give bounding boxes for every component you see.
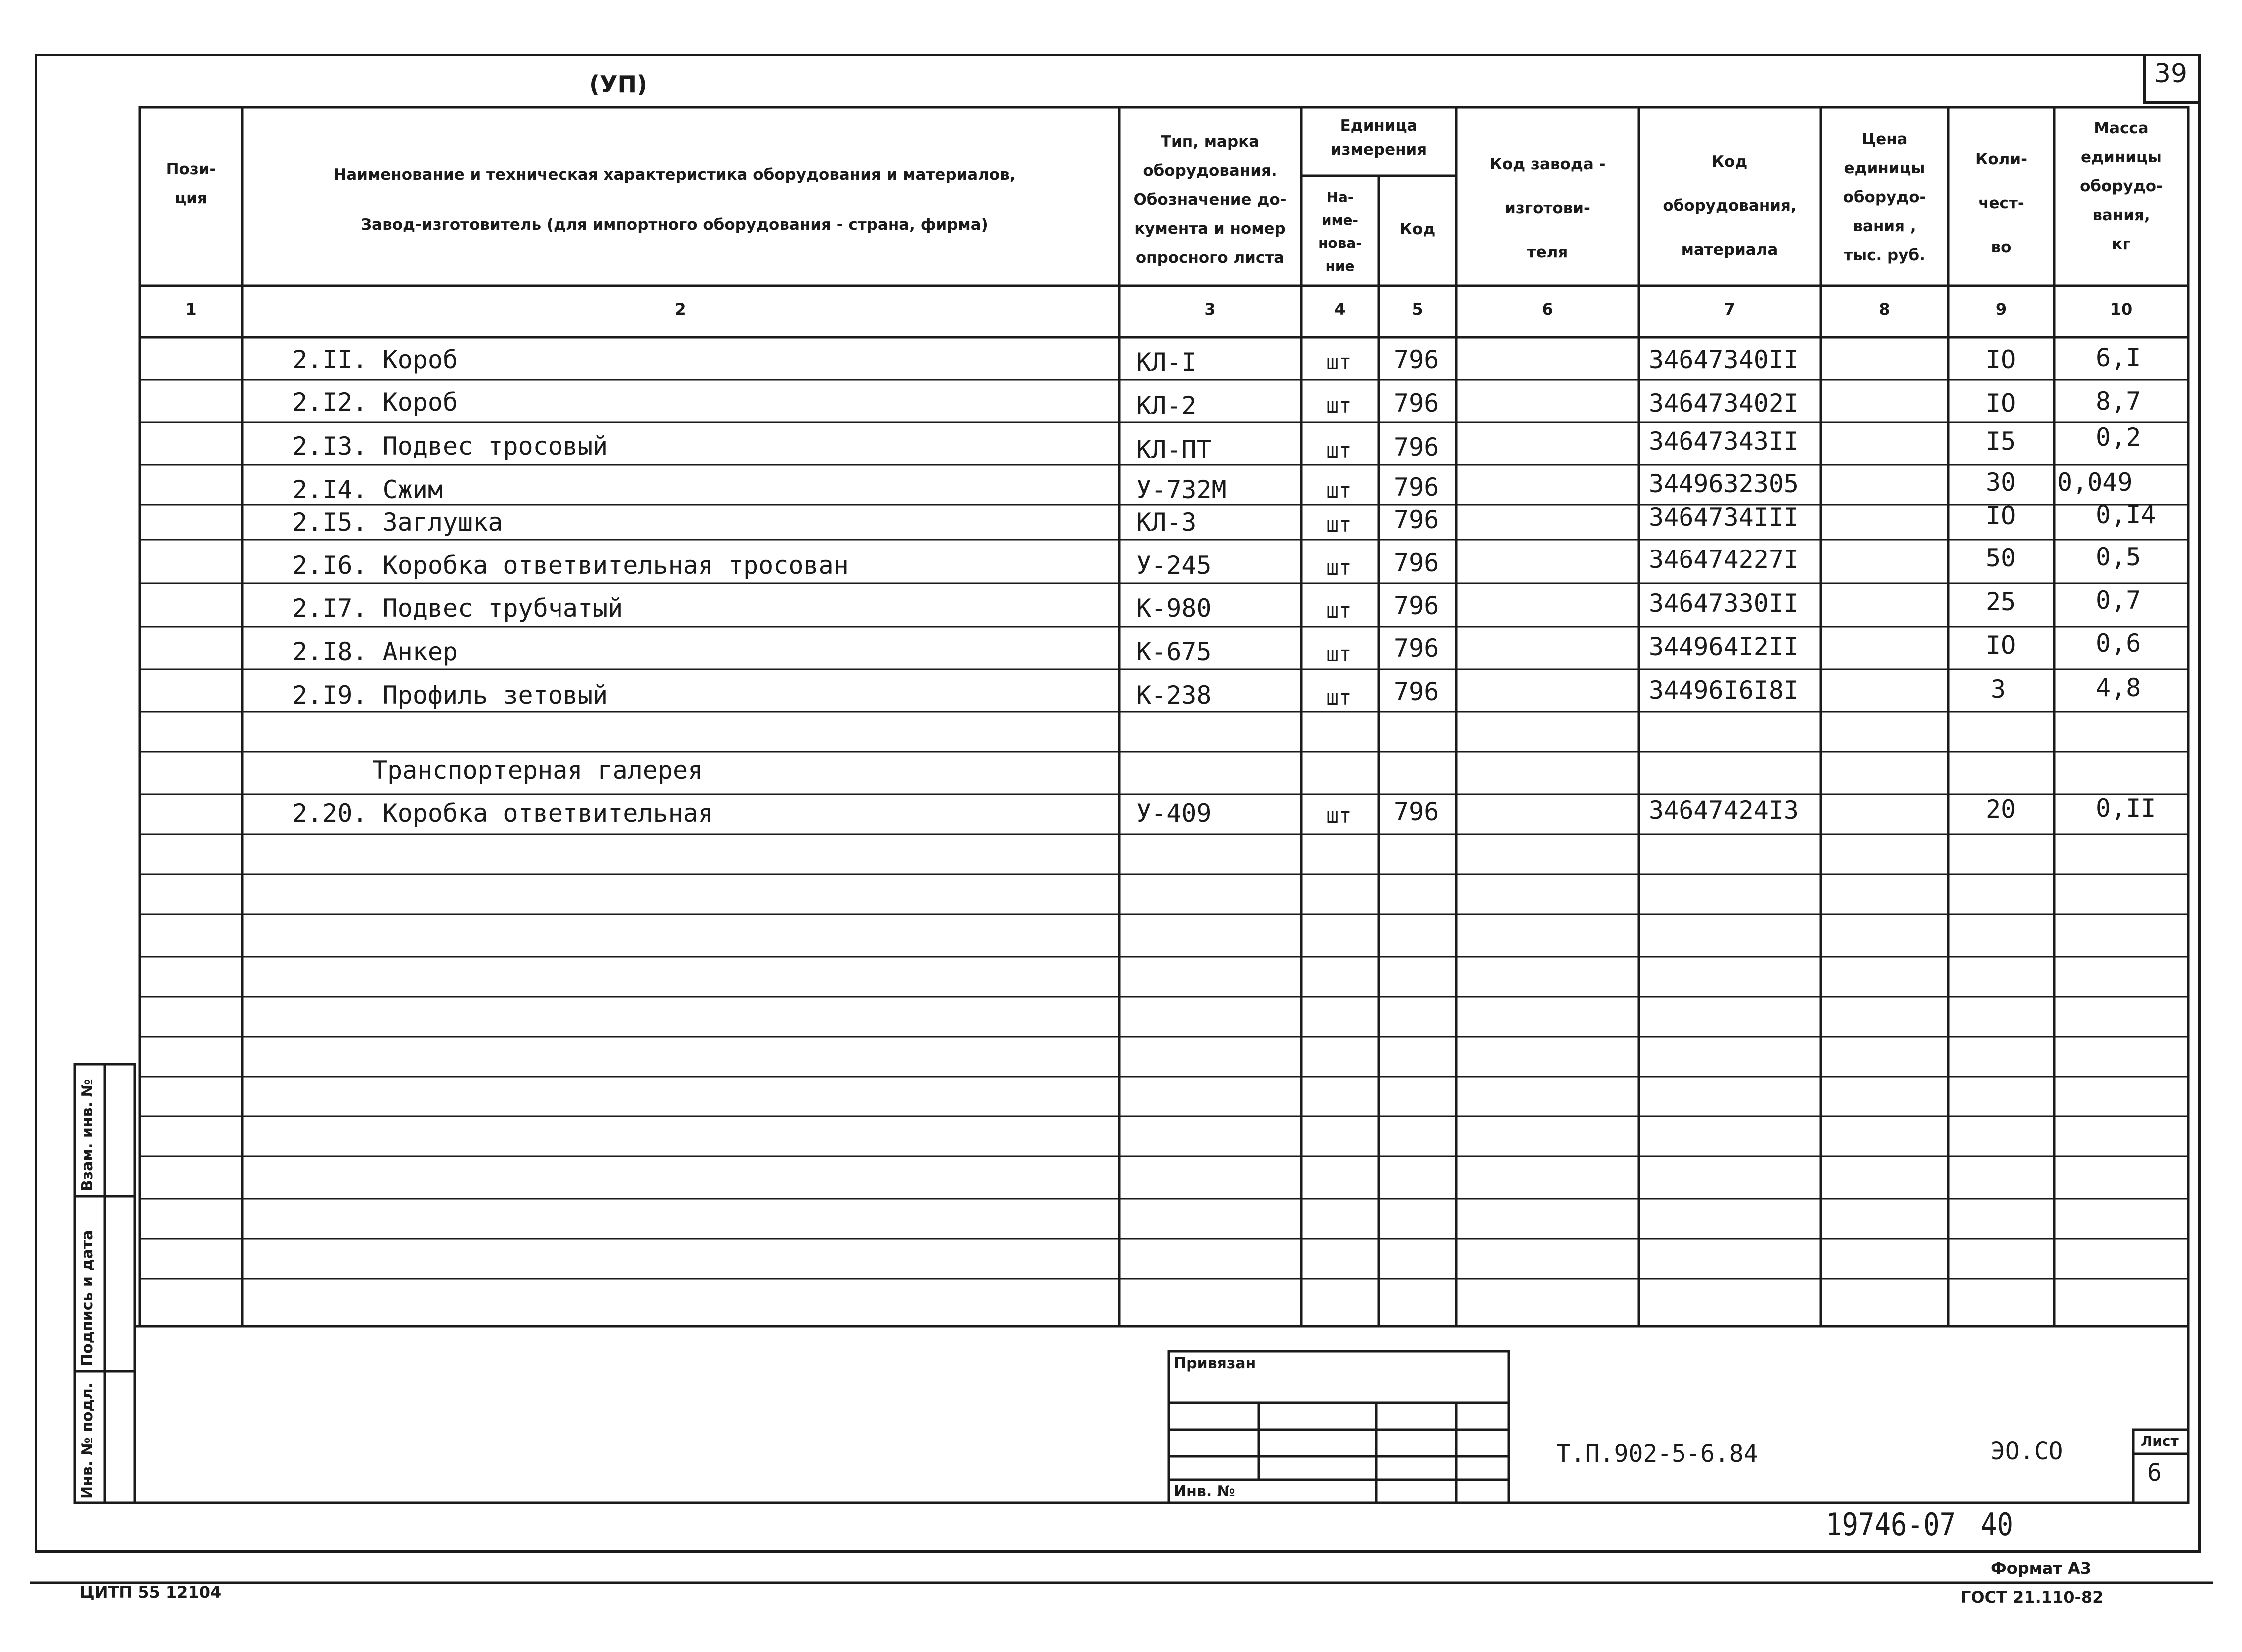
header-unit-group: Единица измерения (1330, 117, 1427, 159)
side-label-signature-date: Подпись и дата (79, 1230, 96, 1366)
stamp-sheet-code: ЭО.СО (1991, 1437, 2063, 1465)
colnum-4: 4 (1334, 300, 1346, 319)
row-unit: шт (1326, 393, 1352, 418)
row-unit: шт (1326, 685, 1352, 710)
header-mass: Масса единицы оборудо- вания, кг (2080, 119, 2163, 253)
colnum-3: 3 (1204, 300, 1216, 319)
row-qty: IO (1986, 631, 2016, 660)
row-unit: шт (1326, 642, 1352, 666)
side-label-inv-original: Инв. № подл. (79, 1382, 96, 1499)
row-code: 34647340II (1649, 345, 1799, 374)
row-unit-code: 796 (1394, 433, 1439, 462)
colnum-10: 10 (2110, 300, 2133, 319)
row-unit-code: 796 (1394, 473, 1439, 502)
row-code: 34647343II (1649, 427, 1799, 456)
row-qty: 50 (1986, 544, 2016, 572)
colnum-8: 8 (1879, 300, 1890, 319)
row-name: 2.II. Короб (292, 345, 458, 374)
row-mass: 0,I4 (2096, 500, 2156, 529)
row-mass: 0,049 (2057, 468, 2133, 497)
colnum-7: 7 (1724, 300, 1735, 319)
row-mass: 4,8 (2096, 673, 2141, 702)
header-price: Цена единицы оборудо- вания , тыс. руб. (1843, 130, 1926, 264)
row-mass: 0,7 (2096, 586, 2141, 615)
row-name: 2.I4. Сжим (292, 475, 443, 504)
row-mass: 0,5 (2096, 543, 2141, 571)
row-name: 2.I6. Коробка ответвительная тросован (292, 551, 849, 580)
row-name: 2.20. Коробка ответвительная (292, 799, 713, 828)
row-qty: 30 (1986, 468, 2016, 497)
row-type: КЛ-3 (1136, 508, 1197, 537)
row-type: КЛ-I (1136, 348, 1197, 377)
stamp-privyazan: Привязан (1174, 1355, 1256, 1372)
row-type: К-238 (1136, 681, 1212, 710)
row-name: 2.I8. Анкер (292, 637, 458, 666)
row-qty: 3 (1991, 675, 2006, 704)
header-equipment-code: Код оборудования, материала (1663, 153, 1797, 259)
row-code: 344964I2II (1649, 632, 1799, 661)
row-qty: 25 (1986, 587, 2016, 616)
row-unit-code: 796 (1394, 634, 1439, 663)
row-code: 3464734III (1649, 503, 1799, 532)
colnum-9: 9 (1995, 300, 2007, 319)
row-unit: шт (1326, 555, 1352, 580)
colnum-6: 6 (1542, 300, 1553, 319)
row-qty: I5 (1986, 427, 2016, 456)
row-qty: IO (1986, 501, 2016, 530)
row-type: КЛ-2 (1136, 391, 1197, 420)
row-name: 2.I2. Короб (292, 388, 458, 417)
row-unit-code: 796 (1394, 591, 1439, 620)
row-qty: IO (1986, 389, 2016, 418)
row-unit-code: 796 (1394, 345, 1439, 374)
row-code: 346474227I (1649, 545, 1799, 574)
stamp-designation: Т.П.902-5-6.84 (1556, 1440, 1758, 1468)
row-mass: 0,6 (2096, 629, 2141, 658)
row-unit: шт (1326, 512, 1352, 537)
colnum-2: 2 (675, 300, 686, 319)
side-label-replace-inv: Взам. инв. № (79, 1079, 96, 1191)
row-mass: 0,2 (2096, 423, 2141, 452)
row-unit-code: 796 (1394, 549, 1439, 577)
row-unit: шт (1326, 803, 1352, 828)
row-type: У-732М (1136, 475, 1227, 504)
header-position: Пози- ция (166, 160, 216, 207)
header-plant-code: Код завода - изготови- теля (1489, 155, 1606, 261)
row-code: 34647424I3 (1649, 796, 1799, 825)
header-type: Тип, марка оборудования. Обозначение до- кумента и номер опросного листа (1133, 133, 1287, 267)
row-unit-code: 796 (1394, 677, 1439, 706)
row-code: 3449632305 (1649, 469, 1799, 498)
row-unit: шт (1326, 478, 1352, 503)
handwritten-number: 19746-07 (1826, 1506, 1956, 1543)
row-mass: 8,7 (2096, 387, 2141, 416)
stamp-list-no: 6 (2147, 1459, 2162, 1487)
header-name: Наименование и техническая характеристика оборудования и материалов, Завод-изготовитель (для импортного оборудования - страна, фирма) (333, 166, 1016, 234)
row-type: КЛ-ПТ (1136, 435, 1212, 464)
row-unit-code: 796 (1394, 797, 1439, 826)
row-type: У-245 (1136, 551, 1212, 580)
row-qty: 20 (1986, 795, 2016, 824)
header-quantity: Коли- чест- во (1975, 150, 2027, 256)
stamp-list-label: Лист (2141, 1433, 2179, 1449)
colnum-1: 1 (185, 300, 197, 319)
page-number: 39 (2154, 59, 2188, 89)
row-name: 2.I3. Подвес тросовый (292, 432, 608, 461)
header-unit-name: На- име- нова- ние (1318, 189, 1362, 274)
row-type: К-980 (1136, 594, 1212, 623)
row-name: 2.I5. Заглушка (292, 508, 503, 537)
footer-format: Формат А3 (1991, 1559, 2092, 1578)
row-unit: шт (1326, 598, 1352, 623)
stamp-inv-no: Инв. № (1174, 1483, 1235, 1500)
footer-left: ЦИТП 55 12104 (80, 1583, 222, 1602)
row-mass: 0,II (2096, 794, 2156, 823)
row-type: К-675 (1136, 637, 1212, 666)
footer-gost: ГОСТ 21.110-82 (1961, 1588, 2104, 1607)
row-name: 2.I9. Профиль зетовый (292, 681, 608, 710)
handwritten-sheet: 40 (1981, 1506, 2014, 1543)
row-name: 2.I7. Подвес трубчатый (292, 594, 623, 623)
row-unit: шт (1326, 438, 1352, 463)
row-qty: IO (1986, 345, 2016, 374)
row-mass: 6,I (2096, 343, 2141, 372)
section-mark: (УП) (589, 71, 648, 98)
header-unit-code: Код (1399, 220, 1436, 238)
section-title: Транспортерная галерея (372, 756, 703, 785)
row-unit-code: 796 (1394, 389, 1439, 418)
row-type: У-409 (1136, 799, 1212, 828)
row-unit: шт (1326, 350, 1352, 374)
row-code: 34496I6I8I (1649, 676, 1799, 705)
row-code: 346473402I (1649, 389, 1799, 418)
row-code: 34647330II (1649, 589, 1799, 618)
row-unit-code: 796 (1394, 505, 1439, 534)
colnum-5: 5 (1412, 300, 1423, 319)
